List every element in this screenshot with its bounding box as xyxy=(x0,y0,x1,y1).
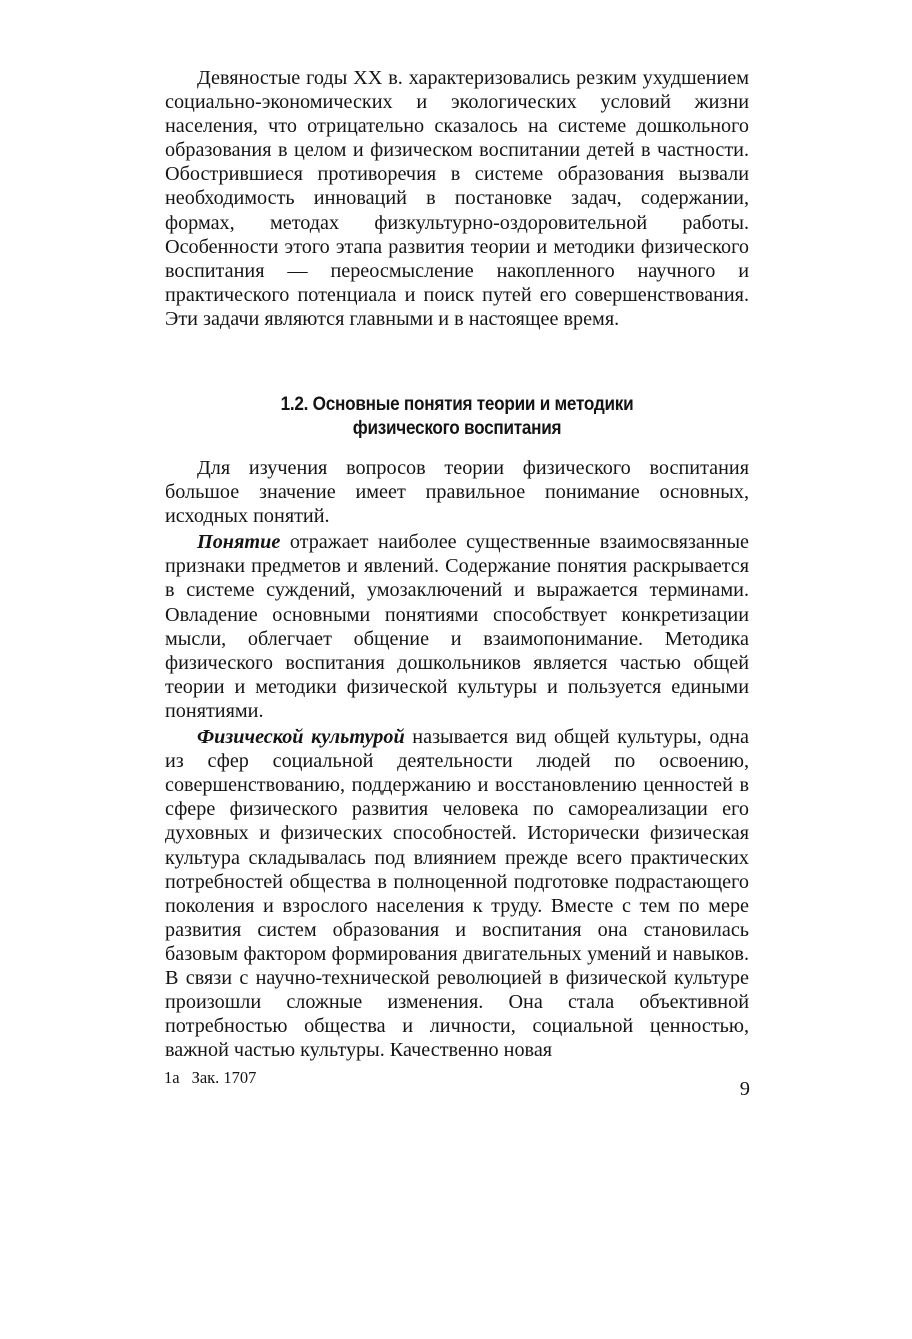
paragraph-concept-text: отражает наиболее существенные взаимосвязанные признаки предметов и явлений. Содержание понятия раскрывается в системе суждений, умозаключений и выражается терминами. Овладение основными понятиями способствует конкретизации мысли, облегчает общение и взаимопонимание. Методика физического воспитания дошкольников является частью общей теории и методики физической культуры и пользуется едиными понятиями. xyxy=(165,531,749,722)
paragraph-concept-definition xyxy=(165,530,749,723)
page-number: 9 xyxy=(739,1078,750,1100)
order-number: Зак. 1707 xyxy=(191,1068,257,1087)
section-heading xyxy=(200,392,714,440)
signature-code: 1а xyxy=(164,1068,180,1087)
paragraph-physical-culture-definition xyxy=(165,725,749,1062)
intro-text-block xyxy=(165,66,749,331)
paragraph-physical-culture-text: называется вид общей культуры, одна из сфер социальной деятельности людей по освоению, совершенствованию, поддержанию и восстановлению ценностей в сфере физического развития человека по самореализации его духовных и физических способностей. Исторически физическая культура складывалась под влиянием прежде всего практических потребностей общества в полноценной подготовке подрастающего поколения и взрослого населения к труду. Вместе с тем по мере развития систем образования и воспитания она становилась базовым фактором формирования двигательных умений и навыков. В связи с научно-технической революцией в физической культуре произошли сложные изменения. Она стала объективной потребностью общества и личности, социальной ценностью, важной частью культуры. Качественно новая xyxy=(165,726,749,1062)
section-heading-line-2: физического воспитания xyxy=(352,417,562,439)
paragraph-nineties: Девяностые годы XX в. характеризовались резким ухудшением социально-экономических и экологических условий жизни населения, что отрицательно сказалось на системе дошкольного образования в целом и физическом воспитании детей в частности. Обострившиеся противоречия в системе образования вызвали необходимость инноваций в постановке задач, содержании, формах, методах физкультурно-оздоровительной работы. Особенности этого этапа развития теории и методики физического воспитания — переосмысление накопленного научного и практического потенциала и поиск путей его совершенствования. Эти задачи являются главными и в настоящее время. xyxy=(165,67,749,330)
paragraph-study-concepts: Для изучения вопросов теории физического воспитания большое значение имеет правильное понимание основных, исходных понятий. xyxy=(165,457,749,528)
term-concept: Понятие xyxy=(197,531,281,554)
term-physical-culture: Физической культурой xyxy=(197,726,405,749)
section-body xyxy=(165,456,749,1062)
printer-signature xyxy=(164,1068,256,1088)
section-heading-line-1: 1.2. Основные понятия теории и методики xyxy=(280,393,634,415)
